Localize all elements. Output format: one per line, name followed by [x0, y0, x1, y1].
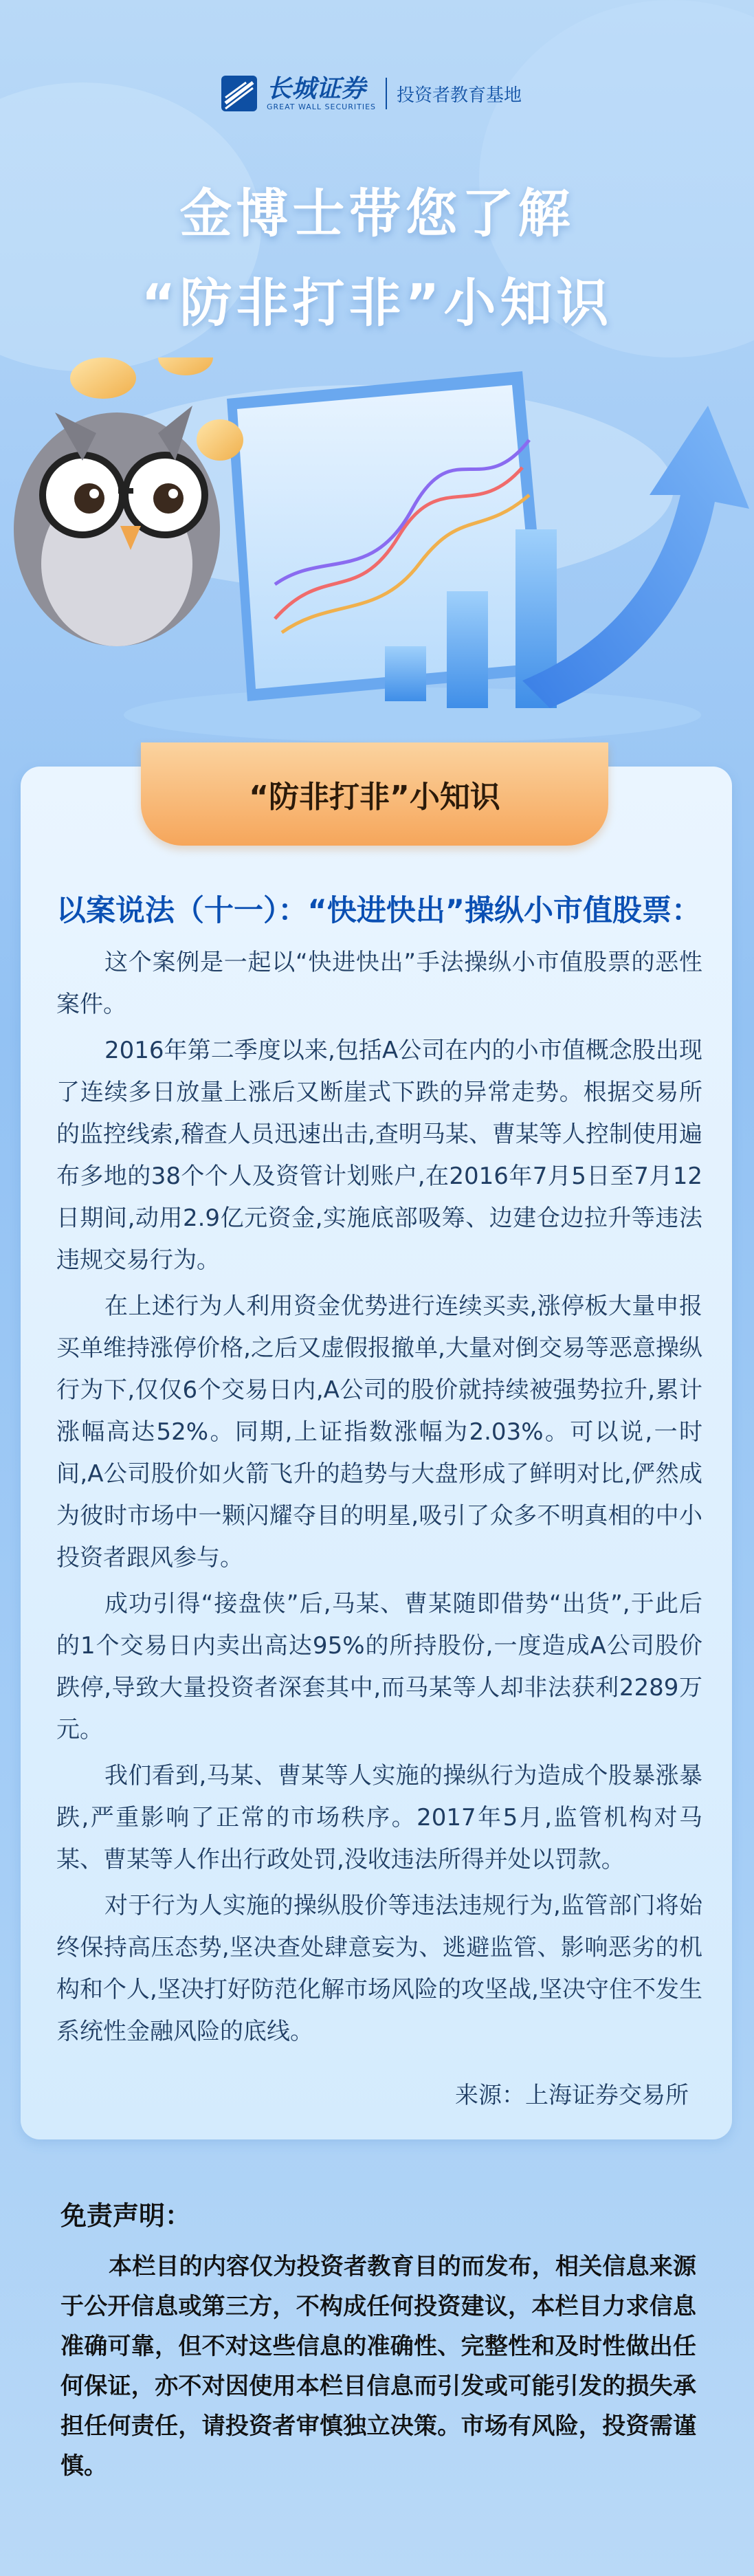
page-title-line-1: 金博士带您了解 [179, 183, 575, 244]
great-wall-logo-icon [219, 73, 260, 114]
paragraph-5: 我们看到,马某、曹某等人实施的操纵行为造成个股暴涨暴跌,严重影响了正常的市场秩序。2017年5月,监管机构对马某、曹某等人作出行政处罚,没收违法所得并处以罚款。 [56, 1762, 702, 1873]
card-tab-label: “防非打非”小知识 [249, 780, 500, 815]
brand-logo [219, 69, 536, 118]
logo-chinese-name: 长城证券 [267, 74, 366, 103]
paragraph-6: 对于行为人实施的操纵股价等违法违规行为,监管部门将始终保持高压态势,坚决查处肆意妄为、逃避监管、影响恶劣的机构和个人,坚决打好防范化解市场风险的攻坚战,坚决守住不发生系统性金融风险的底线。 [56, 1892, 702, 2045]
logo-divider [386, 78, 387, 109]
logo-subtitle: 投资者教育基地 [397, 85, 522, 106]
disclaimer-text: 本栏目的内容仅为投资者教育目的而发布，相关信息来源于公开信息或第三方，不构成任何投资建议，本栏目力求信息准确可靠，但不对这些信息的准确性、完整性和及时性做出任何保证，亦不对因使用本栏目信息而引发或可能引发的损失承担任何责任，请投资者审慎独立决策。市场有风险，投资需谨慎。 [60, 2253, 696, 2480]
paragraph-2: 2016年第二季度以来,包括A公司在内的小市值概念股出现了连续多日放量上涨后又断崖式下跌的异常走势。根据交易所的监控线索,稽查人员迅速出击,查明马某、曹某等人控制使用遍布多地的38个个人及资管计划账户,在2016年7月5日至7月12日期间,动用2.9亿元资金,实施底部吸筹、边建仓边拉升等违法违规交易行为。 [56, 1037, 702, 1274]
disclaimer-title: 免责声明： [60, 2201, 192, 2231]
logo-english-name: GREAT WALL SECURITIES [267, 102, 377, 111]
case-title: 以案说法（十一）：“快进快出”操纵小市值股票： [56, 894, 702, 928]
paragraph-4: 成功引得“接盘侠”后,马某、曹某随即借势“出货”,于此后的1个交易日内卖出高达95%的所持股份,一度造成A公司股价跌停,导致大量投资者深套其中,而马某等人却非法获利2289万元。 [56, 1590, 702, 1743]
paragraph-3: 在上述行为人利用资金优势进行连续买卖,涨停板大量申报买单维持涨停价格,之后又虚假报撤单,大量对倒交易等恶意操纵行为下,仅仅6个交易日内,A公司的股价就持续被强势拉升,累计涨幅高达52%。同期,上证指数涨幅为2.03%。可以说,一时间,A公司股价如火箭飞升的趋势与大盘形成了鲜明对比,俨然成为彼时市场中一颗闪耀夺目的明星,吸引了众多不明真相的中小投资者跟风参与。 [56, 1292, 702, 1572]
paragraph-1: 这个案例是一起以“快进快出”手法操纵小市值股票的恶性案件。 [56, 949, 702, 1018]
hero-illustration [0, 357, 754, 742]
logo-text [267, 75, 376, 112]
page-title-line-2: “防非打非”小知识 [141, 272, 613, 333]
source-note: 来源：上海证券交易所 [455, 2082, 689, 2109]
owl-mascot-icon [14, 406, 220, 646]
